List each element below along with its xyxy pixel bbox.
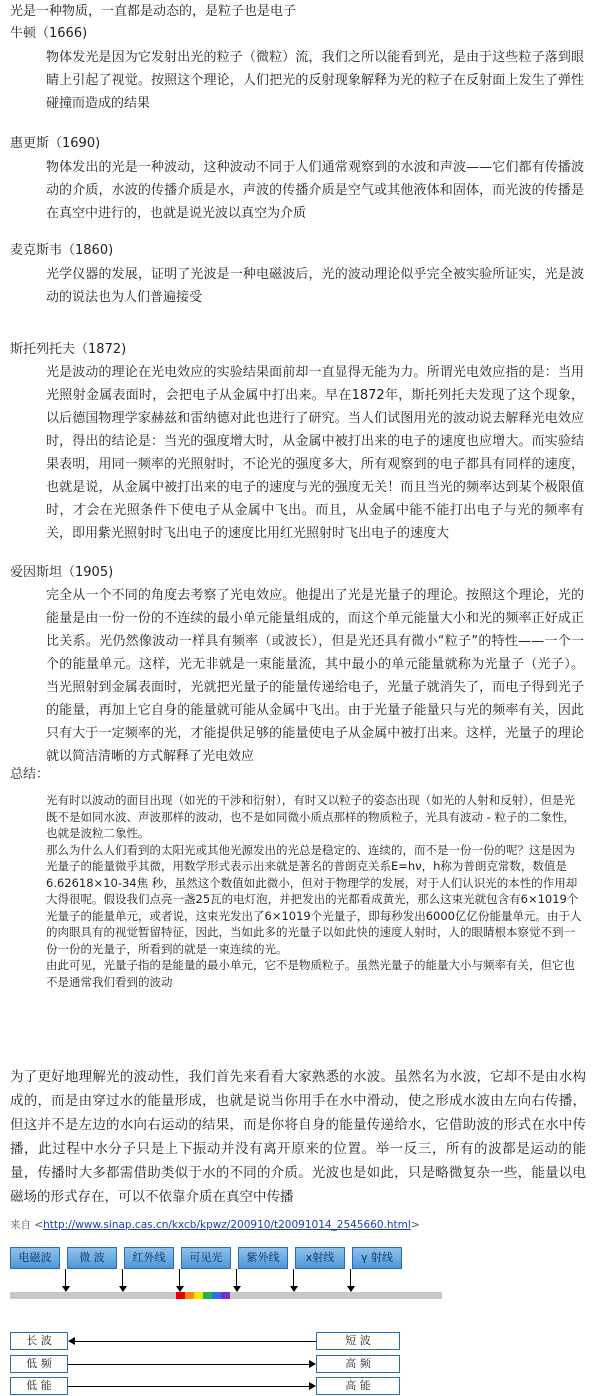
visible-red (176, 1292, 185, 1299)
band-xray: x射线 (295, 1247, 345, 1269)
source-suffix: > (410, 1219, 420, 1231)
arrow-down (122, 1269, 123, 1291)
arrow-line (68, 1386, 309, 1387)
visible-orange (185, 1292, 194, 1299)
section-title-huygens: 惠更斯（1690) (10, 136, 101, 151)
section-title-newton: 牛顿（1666) (10, 26, 88, 41)
section-body-huygens: 物体发出的光是一种波动，这种波动不同于人们通常观察到的水波和声波——它们都有传播波动的介质，水波的传播介质是水，声波的传播介质是空气或其他液体和固体，而光波的传播是在真空中进行的，也就是说光波以真空为介质 (46, 160, 584, 221)
arrow-line (68, 1364, 309, 1365)
section-body-einstein: 完全从一个不同的角度去考察了光电效应。他提出了光是光量子的理论。按照这个理论，光的能量是由一份一份的不连续的最小单元能量组成的，而这个单元能量大小和光的频率正好成正比关系。光仍然像波动一样具有频率（或波长），但是光还具有微小“粒子”的特性——一个一个的能量单元。这样，光无非就是一束能量流，其中最小的单元能量就称为光量子（光子）。当光照射到金属表面时，光就把光量子的能量传递给电子，光量子就消失了，而电子得到光子的能量，再加上它自身的能量就可能从金属中飞出。由于光量子能量只与光的频率有关，因此只有大于一定频率的光，才能提供足够的能量使电子从金属中被打出来。这样，光量子的理论就以简洁清晰的方式解释了光电效应 (46, 588, 584, 764)
arrow-down (179, 1269, 180, 1291)
source-link[interactable]: http://www.sinap.cas.cn/kxcb/kpwz/200910/t20091014_2545660.html (43, 1219, 411, 1231)
source-citation (10, 1217, 420, 1232)
label-high-energy: 高 能 (316, 1377, 400, 1395)
summary-paragraph: 光有时以波动的面目出现（如光的干涉和衍射），有时又以粒子的姿态出现（如光的人射和反射），但是光既不是如同水波、声波那样的波动，也不是如同微小质点那样的物质粒子，光具有波动 - 粒子的二象性，也就是波粒二象性。 (46, 793, 575, 840)
section-body-newton: 物体发光是因为它发射出光的粒子（微粒）流，我们之所以能看到光，是由于这些粒子落到眼睛上引起了视觉。按照这个理论，人们把光的反射现象解释为光的粒子在反射面上发生了弹性碰撞而造成的结果 (46, 50, 584, 111)
visible-violet (221, 1292, 230, 1299)
summary-body (46, 792, 584, 990)
arrow-down (293, 1269, 294, 1291)
band-microwave: 微 波 (67, 1247, 117, 1269)
band-ultraviolet: 紫外线 (238, 1247, 288, 1269)
arrow-head-left (68, 1337, 75, 1345)
label-short-wave: 短 波 (316, 1332, 400, 1350)
arrow-down (236, 1269, 237, 1291)
band-em-wave: 电磁波 (10, 1247, 60, 1269)
visible-yellow (194, 1292, 203, 1299)
arrow-head-right (309, 1382, 316, 1390)
arrow-head-right (309, 1360, 316, 1368)
section-title-stoletov: 斯托列托夫（1872) (10, 342, 127, 357)
summary-paragraph: 由此可见，光量子指的是能量的最小单元，它不是物质粒子。虽然光量子的能量大小与频率有关，但它也不是通常我们看到的波动 (46, 958, 575, 989)
band-infrared: 红外线 (124, 1247, 174, 1269)
summary-title: 总结： (10, 767, 50, 782)
band-visible: 可见光 (181, 1247, 231, 1269)
arrow-line (72, 1341, 316, 1342)
source-prefix: 来自 < (10, 1219, 44, 1231)
section-body-stoletov: 光是波动的理论在光电效应的实验结果面前却一直显得无能为力。所谓光电效应指的是：当用光照射金属表面时，会把电子从金属中打出来。早在1872年，斯托列托夫发现了这个现象，以后德国物理学家赫兹和雷纳德对此也进行了研究。当人们试图用光的波动说去解释光电效应时，得出的结论是：当光的强度增大时，从金属中被打出来的电子的速度也应增大。而实验结果表明，用同一频率的光照射时，不论光的强度多大，所有观察到的电子都具有同样的速度，也就是说，从金属中被打出来的电子的速度与光的强度无关！而且当光的频率达到某个极限值时，才会在光照条件下使电子从金属中飞出。而且，从金属中能不能打出电子与光的频率有关，即用紫光照射时飞出电子的速度比用红光照射时飞出电子的速度大 (46, 365, 584, 541)
label-long-wave: 长 波 (10, 1332, 68, 1350)
section-title-maxwell: 麦克斯韦（1860) (10, 243, 114, 258)
label-high-frequency: 高 频 (316, 1355, 400, 1373)
summary-paragraph: 那么为什么人们看到的太阳光或其他光源发出的光总是稳定的、连续的，而不是一份一份的呢？这是因为光量子的能量微乎其微，用数学形式表示出来就是著名的普朗克关系E=hν，h称为普朗克常数，数值是6.62618×10-34焦 秒，虽然这个数值如此微小，但对于物理学的发展，对于人们认识光的本性的作用却大得很呢。假设我们点亮一盏25瓦的电灯泡，并把发出的光都看成黄光，那么这束光就包含有6×1019个光量子的能量单元，或者说，这束光发出了6×1019个光量子，即每秒发出6000亿亿份能量单元。由于人的肉眼具有的视觉暂留特征，因此，当如此多的光量子以如此快的速度人射时，人的眼睛根本察觉不到一份一份的光量子，所看到的就是一束连续的光。 (46, 842, 582, 956)
label-low-frequency: 低 频 (10, 1355, 68, 1373)
section-body-maxwell: 光学仪器的发展，证明了光波是一种电磁波后，光的波动理论似乎完全被实验所证实，光是波动的说法也为人们普遍接受 (46, 267, 584, 305)
visible-green (203, 1292, 212, 1299)
arrow-down (65, 1269, 66, 1291)
label-low-energy: 低 能 (10, 1377, 68, 1395)
visible-blue (212, 1292, 221, 1299)
arrow-down (350, 1269, 351, 1291)
spectrum-bar (10, 1292, 442, 1299)
band-gamma: γ 射线 (352, 1247, 402, 1269)
section-title-einstein: 爱因斯坦（1905) (10, 565, 114, 580)
page-heading: 光是一种物质，一直都是动态的，是粒子也是电子 (10, 4, 297, 19)
closing-paragraph: 为了更好地理解光的波动性，我们首先来看看大家熟悉的水波。虽然名为水波，它却不是由水构成的，而是由穿过水的能量形成，也就是说当你用手在水中滑动，使之形成水波由左向右传播，但这并不是左边的水向右运动的结果，而是你将自身的能量传递给水，它借助波的形式在水中传播，此过程中水分子只是上下振动并没有离开原来的位置。举一反三，所有的波都是运动的能量，传播时大多都需借助类似于水的不同的介质。光波也是如此，只是略微复杂一些，能量以电磁场的形式存在，可以不依靠介质在真空中传播 (10, 1069, 586, 1205)
